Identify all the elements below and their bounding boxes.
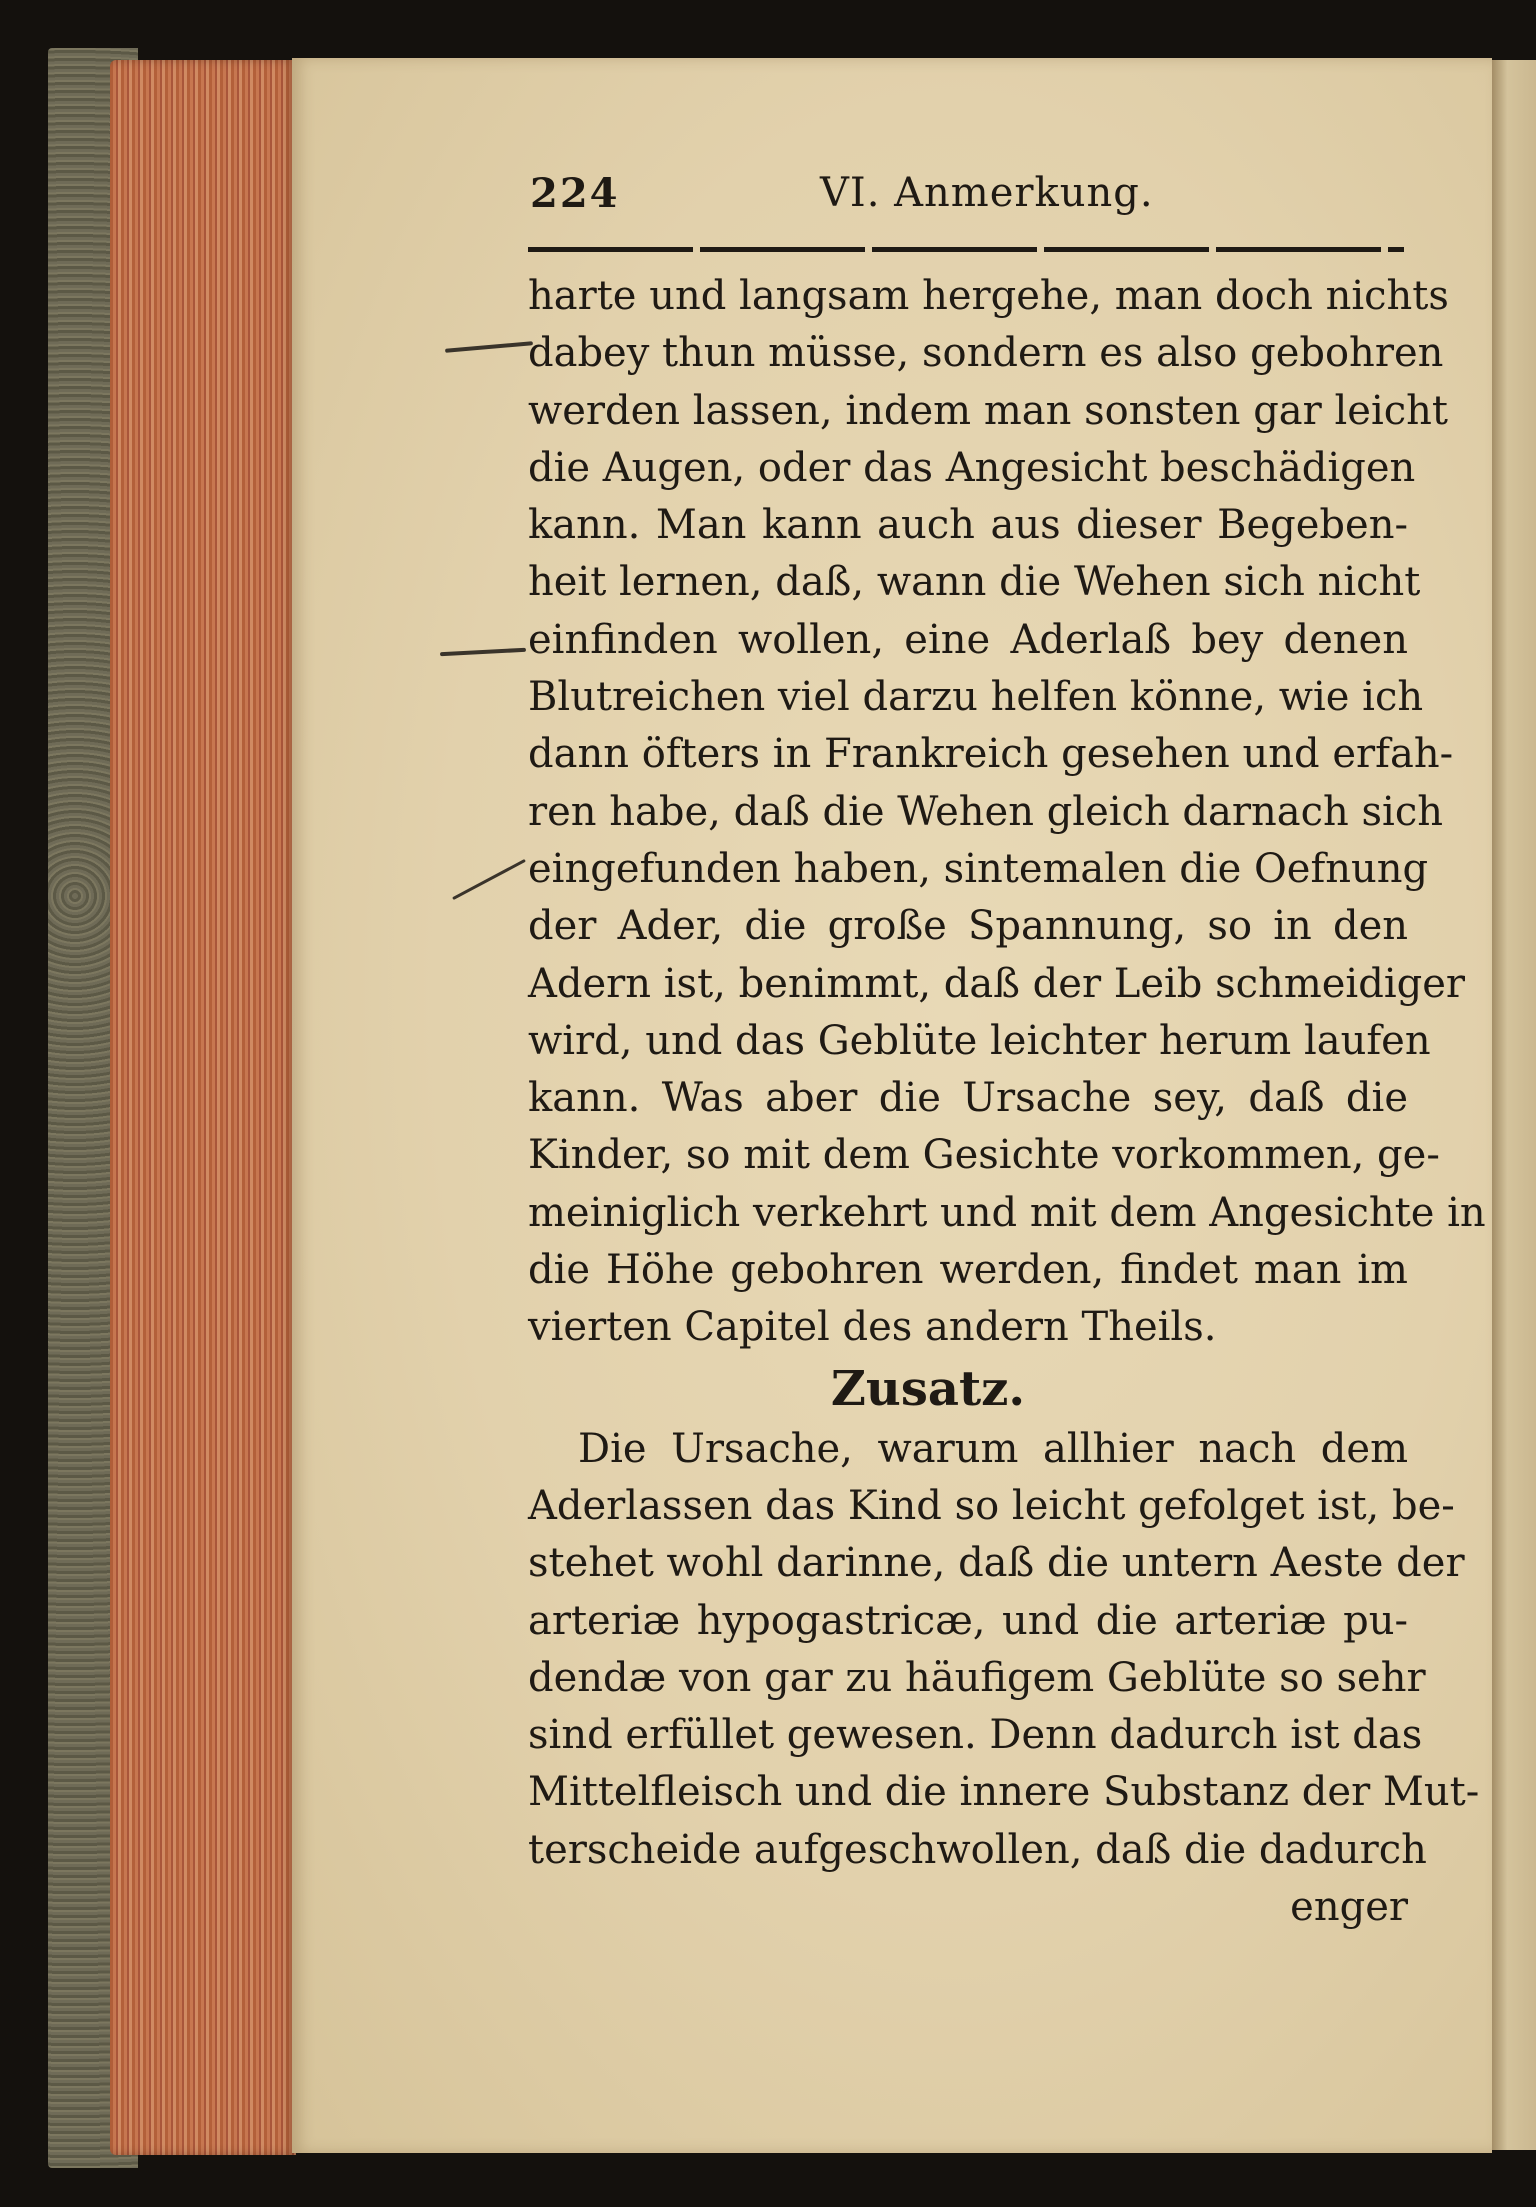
- text-line: sind erfüllet gewesen. Denn dadurch ist das: [528, 1712, 1423, 1759]
- header-rule: [528, 247, 1404, 252]
- section-heading: Zusatz.: [830, 1360, 1026, 1417]
- page-edges: [110, 60, 296, 2155]
- text-line: eingefunden haben, sintemalen die Oefnung: [528, 845, 1429, 892]
- text-line: die Höhe gebohren werden, findet man im: [528, 1247, 1408, 1294]
- text-line: werden lassen, indem man sonsten gar leicht: [528, 387, 1448, 434]
- text-line: arteriæ hypogastricæ, und die arteriæ pu-: [528, 1597, 1408, 1644]
- text-line: heit lernen, daß, wann die Wehen sich nicht: [528, 559, 1421, 606]
- page-number: 224: [530, 170, 620, 217]
- text-line: Mittelfleisch und die innere Substanz der Mut-: [528, 1769, 1480, 1816]
- text-line: kann. Man kann auch aus dieser Begeben-: [528, 502, 1408, 549]
- text-line: wird, und das Geblüte leichter herum laufen: [528, 1017, 1431, 1064]
- running-title: VI. Anmerkung.: [820, 170, 1154, 216]
- text-line: Die Ursache, warum allhier nach dem: [578, 1425, 1408, 1472]
- text-line: terscheide aufgeschwollen, daß die dadurch: [528, 1826, 1427, 1873]
- text-line: harte und langsam hergehe, man doch nichts: [528, 273, 1449, 319]
- text-line: die Augen, oder das Angesicht beschädigen: [528, 444, 1416, 491]
- text-line: Adern ist, benimmt, daß der Leib schmeidiger: [528, 960, 1466, 1007]
- text-line: ren habe, daß die Wehen gleich darnach sich: [528, 788, 1443, 835]
- text-line: dendæ von gar zu häufigem Geblüte so sehr: [528, 1654, 1426, 1701]
- text-line: Kinder, so mit dem Gesichte vorkommen, ge-: [528, 1132, 1440, 1179]
- body-paragraph: [528, 268, 1486, 1357]
- facing-page-edge: [1492, 60, 1536, 2150]
- text-line: kann. Was aber die Ursache sey, daß die: [528, 1075, 1408, 1122]
- page-header: [530, 170, 1400, 230]
- text-line: einfinden wollen, eine Aderlaß bey denen: [528, 616, 1408, 663]
- text-line: der Ader, die große Spannung, so in den: [528, 903, 1408, 950]
- text-block: [528, 268, 1486, 1936]
- text-line: dann öfters in Frankreich gesehen und erfah-: [528, 731, 1454, 778]
- section-paragraph: [528, 1421, 1480, 1937]
- catchword: enger: [1290, 1884, 1408, 1931]
- text-line: meiniglich verkehrt und mit dem Angesichte in: [528, 1189, 1486, 1236]
- text-line: vierten Capitel des andern Theils.: [528, 1304, 1217, 1351]
- text-line: Blutreichen viel darzu helfen könne, wie ich: [528, 674, 1424, 721]
- text-line: stehet wohl darinne, daß die untern Aeste der: [528, 1540, 1465, 1587]
- text-line: dabey thun müsse, sondern es also gebohren: [528, 330, 1444, 377]
- text-line: Aderlassen das Kind so leicht gefolget ist, be-: [528, 1482, 1455, 1529]
